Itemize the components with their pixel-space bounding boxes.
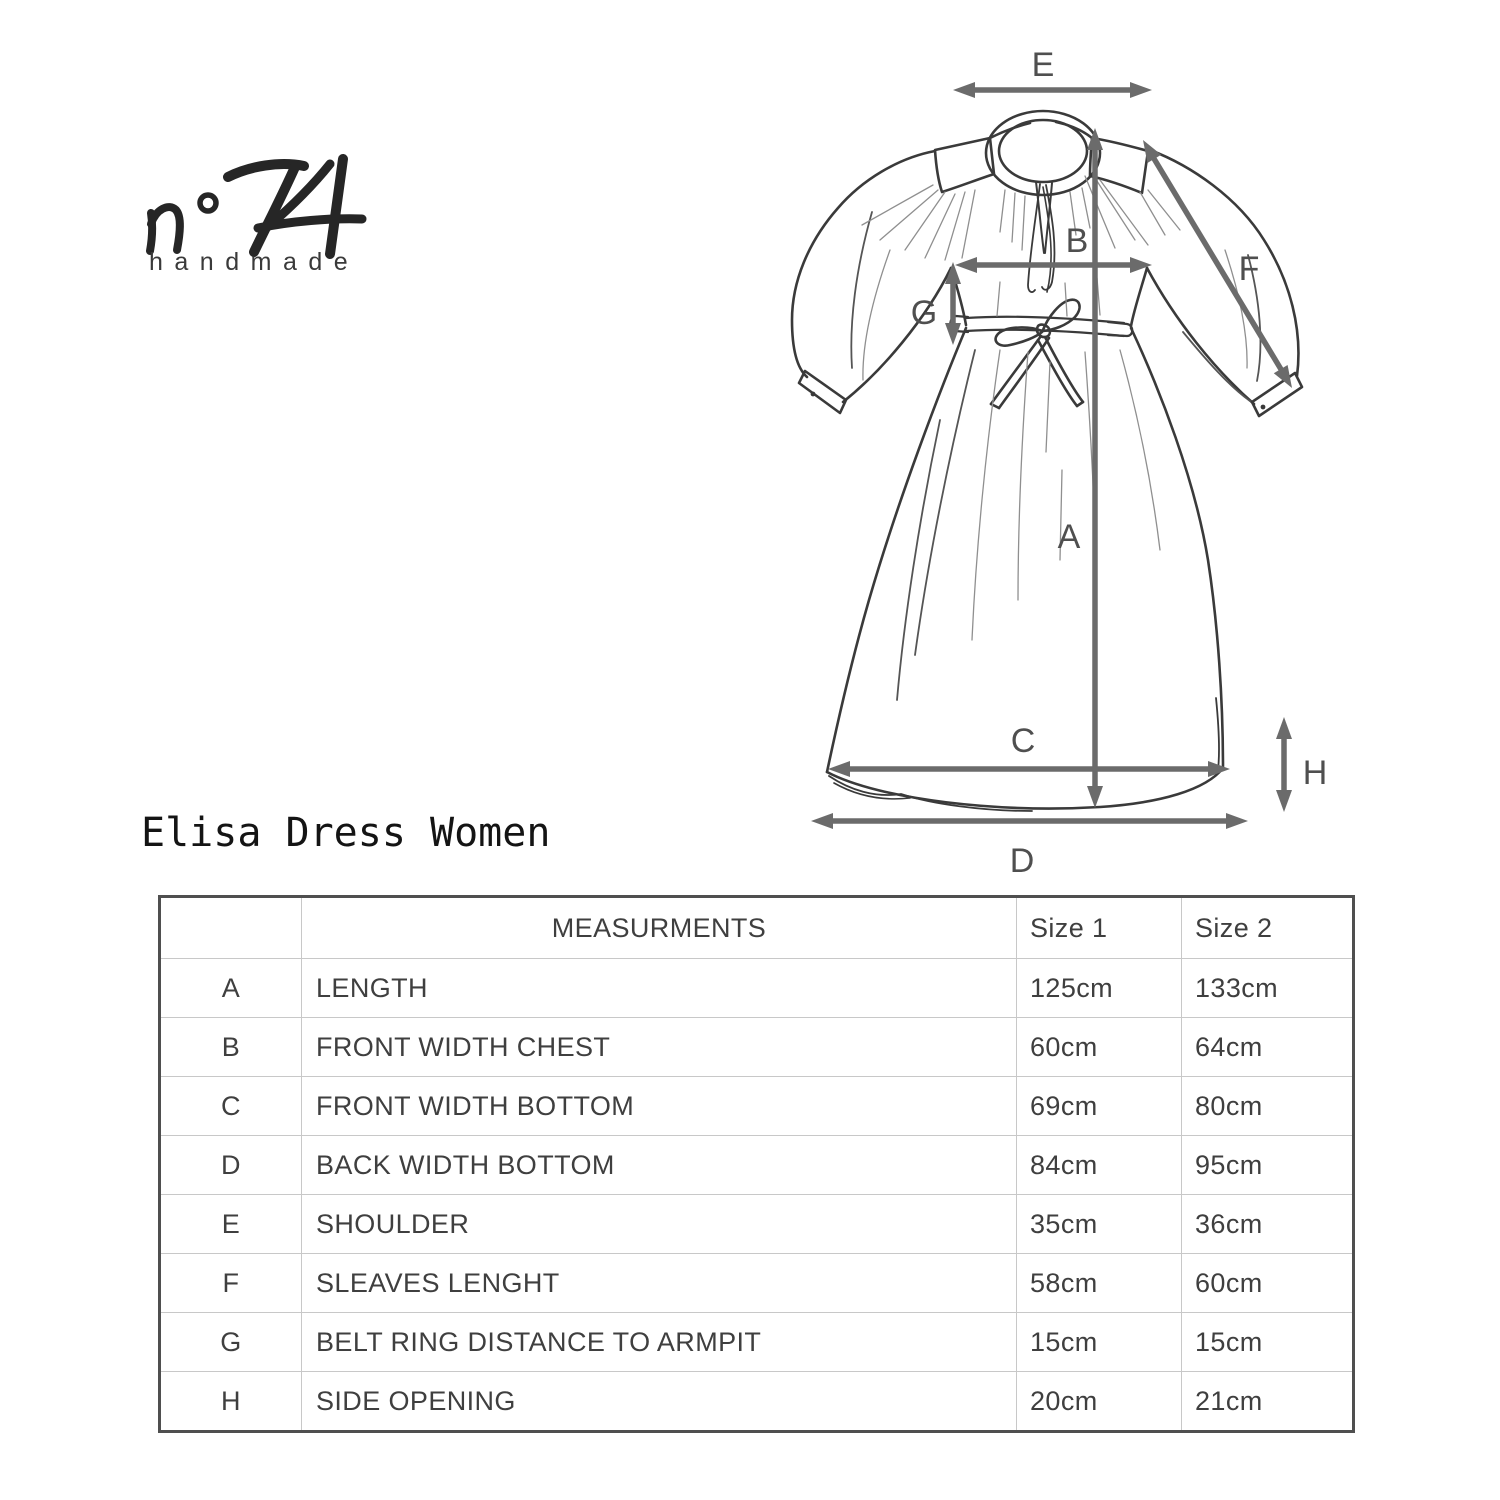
label-H: H (1302, 754, 1328, 792)
size-table-body (160, 959, 1354, 1432)
label-F: F (1238, 250, 1260, 288)
cell-size1: 84cm (1017, 1136, 1182, 1195)
cell-letter: H (160, 1372, 302, 1432)
cell-measurement: BACK WIDTH BOTTOM (302, 1136, 1017, 1195)
cell-measurement: BELT RING DISTANCE TO ARMPIT (302, 1313, 1017, 1372)
table-row (160, 1313, 1354, 1372)
arrow-A (1087, 128, 1103, 808)
cell-size2: 64cm (1182, 1018, 1354, 1077)
measurement-labels (911, 46, 1328, 880)
cell-letter: A (160, 959, 302, 1018)
arrow-C (828, 761, 1230, 777)
arrow-D (811, 813, 1248, 829)
cell-size1: 35cm (1017, 1195, 1182, 1254)
header-size1: Size 1 (1017, 897, 1182, 959)
cell-measurement: FRONT WIDTH BOTTOM (302, 1077, 1017, 1136)
label-G: G (910, 294, 938, 332)
size-table (158, 895, 1355, 1433)
table-row (160, 1018, 1354, 1077)
cell-size2: 133cm (1182, 959, 1354, 1018)
cell-size2: 60cm (1182, 1254, 1354, 1313)
cell-measurement: SIDE OPENING (302, 1372, 1017, 1432)
label-D: D (1009, 842, 1035, 880)
label-B: B (1065, 222, 1089, 260)
cell-size2: 80cm (1182, 1077, 1354, 1136)
cell-size2: 21cm (1182, 1372, 1354, 1432)
table-row (160, 959, 1354, 1018)
cell-size2: 36cm (1182, 1195, 1354, 1254)
cell-letter: B (160, 1018, 302, 1077)
table-row (160, 1254, 1354, 1313)
cell-size1: 60cm (1017, 1018, 1182, 1077)
cell-letter: C (160, 1077, 302, 1136)
brand-logo-subtitle: handmade (149, 248, 360, 276)
label-C: C (1010, 722, 1036, 760)
page-title: Elisa Dress Women (141, 810, 551, 856)
cell-measurement: SLEAVES LENGHT (302, 1254, 1017, 1313)
arrow-E (953, 82, 1152, 98)
cell-measurement: FRONT WIDTH CHEST (302, 1018, 1017, 1077)
label-A: A (1057, 518, 1081, 556)
cell-size1: 125cm (1017, 959, 1182, 1018)
brand-logo-glyphs (150, 159, 362, 254)
arrow-F (1143, 140, 1292, 388)
arrow-H (1276, 717, 1292, 812)
header-letter (160, 897, 302, 959)
cell-letter: E (160, 1195, 302, 1254)
cell-measurement: SHOULDER (302, 1195, 1017, 1254)
table-row (160, 1195, 1354, 1254)
table-row (160, 1372, 1354, 1432)
dress-sketch (792, 111, 1302, 811)
cell-size1: 69cm (1017, 1077, 1182, 1136)
cell-size2: 95cm (1182, 1136, 1354, 1195)
cell-letter: F (160, 1254, 302, 1313)
table-header-row (160, 897, 1354, 959)
label-E: E (1031, 46, 1055, 84)
cell-letter: D (160, 1136, 302, 1195)
header-measurement: MEASURMENTS (302, 897, 1017, 959)
cell-size1: 20cm (1017, 1372, 1182, 1432)
cell-size2: 15cm (1182, 1313, 1354, 1372)
cell-letter: G (160, 1313, 302, 1372)
table-row (160, 1136, 1354, 1195)
cell-measurement: LENGTH (302, 959, 1017, 1018)
table-row (160, 1077, 1354, 1136)
cell-size1: 15cm (1017, 1313, 1182, 1372)
cell-size1: 58cm (1017, 1254, 1182, 1313)
header-size2: Size 2 (1182, 897, 1354, 959)
